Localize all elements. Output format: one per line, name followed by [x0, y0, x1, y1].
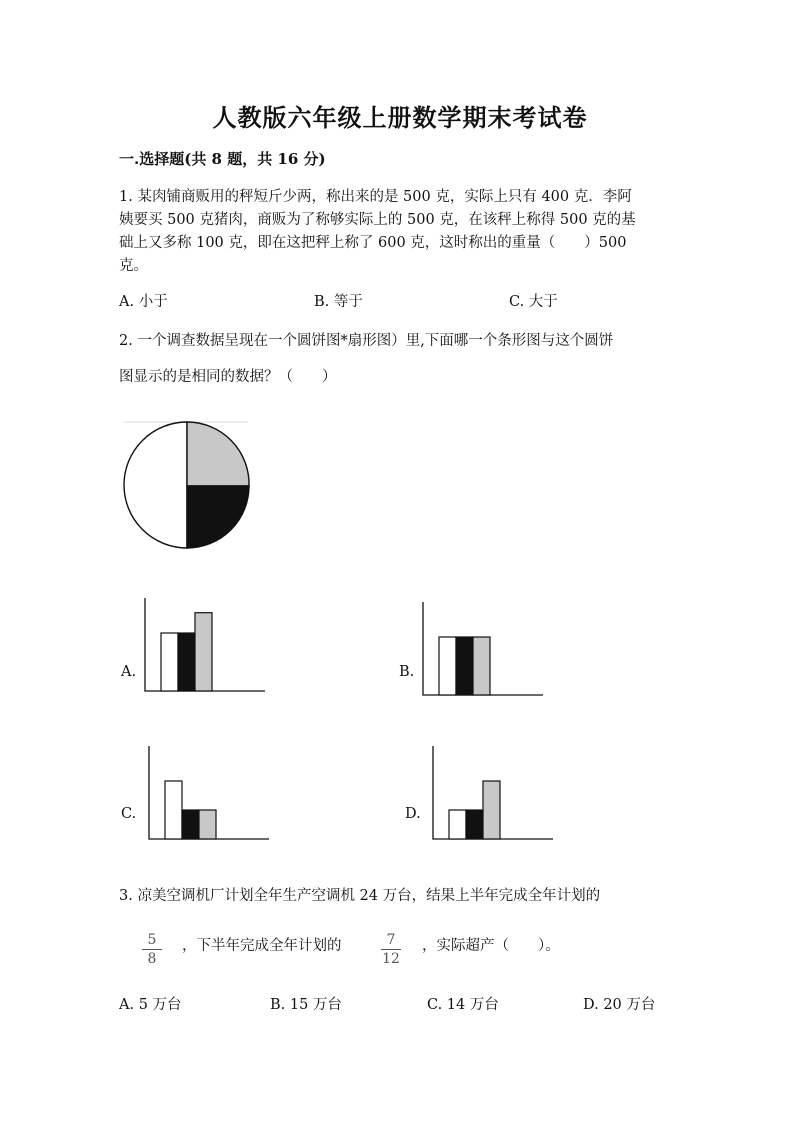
bar-gray: [199, 810, 216, 839]
q1-option-b[interactable]: B. 等于: [314, 294, 363, 310]
q1-option-c[interactable]: C. 大于: [509, 294, 558, 310]
bar-gray: [483, 781, 500, 839]
pie-slice-white: [124, 422, 187, 548]
bar-black: [178, 633, 195, 691]
fraction-bar: [142, 949, 162, 950]
pie-chart: [120, 420, 260, 555]
bar-option-c-label[interactable]: C.: [121, 806, 137, 822]
question-3-mid-text: ，下半年完成全年计划的: [182, 938, 342, 954]
question-line: 克。: [119, 258, 148, 274]
q3-option-b[interactable]: B. 15 万台: [270, 997, 342, 1013]
question-3-line-1: 3. 凉美空调机厂计划全年生产空调机 24 万台，结果上半年完成全年计划的: [119, 888, 601, 904]
question-3-tail-text: ，实际超产（ ）。: [422, 938, 560, 954]
fraction-bar: [381, 949, 401, 950]
fraction-numerator: 7: [386, 932, 396, 948]
bar-chart-b[interactable]: [421, 602, 545, 698]
question-line: 姨要买 500 克猪肉，商贩为了称够实际上的 500 克，在该秤上称得 500 克的基: [119, 212, 636, 228]
bar-option-b-label[interactable]: B.: [399, 664, 415, 680]
fraction-five-eighths: [142, 929, 162, 967]
bar-chart-c[interactable]: [147, 746, 271, 842]
question-2-line-2: 图显示的是相同的数据？（ ）: [119, 369, 337, 385]
bar-white: [165, 781, 182, 839]
question-2-line-1: 2. 一个调查数据呈现在一个圆饼图*扇形图）里,下面哪一个条形图与这个圆饼: [119, 333, 614, 349]
bar-black: [466, 810, 483, 839]
bar-black: [456, 637, 473, 695]
fraction-denominator: 8: [147, 951, 157, 967]
question-line: 1. 某肉铺商贩用的秤短斤少两，称出来的是 500 克，实际上只有 400 克．李阿: [119, 189, 632, 205]
q3-option-d[interactable]: D. 20 万台: [583, 997, 656, 1013]
bar-gray: [195, 613, 212, 691]
bar-white: [439, 637, 456, 695]
bar-gray: [473, 637, 490, 695]
fraction-seven-twelfths: [381, 929, 401, 967]
bar-option-a-label[interactable]: A.: [121, 664, 137, 680]
question-1-text: [119, 186, 679, 278]
bar-chart-d[interactable]: [431, 746, 555, 842]
pie-slice-gray: [187, 422, 249, 486]
fraction-numerator: 5: [147, 932, 157, 948]
exam-title: 人教版六年级上册数学期末考试卷: [212, 103, 588, 132]
bar-black: [182, 810, 199, 839]
fraction-denominator: 12: [382, 951, 400, 967]
bar-white: [449, 810, 466, 839]
question-line: 础上又多称 100 克，即在这把秤上称了 600 克，这时称出的重量（ ）500: [119, 235, 627, 251]
pie-slice-black: [187, 486, 249, 548]
q3-option-c[interactable]: C. 14 万台: [427, 997, 499, 1013]
section-heading: 一.选择题(共 8 题，共 16 分): [119, 150, 326, 168]
q1-option-a[interactable]: A. 小于: [119, 294, 168, 310]
bar-option-d-label[interactable]: D.: [405, 806, 421, 822]
bar-white: [161, 633, 178, 691]
bar-chart-a[interactable]: [143, 598, 267, 694]
q3-option-a[interactable]: A. 5 万台: [119, 997, 182, 1013]
